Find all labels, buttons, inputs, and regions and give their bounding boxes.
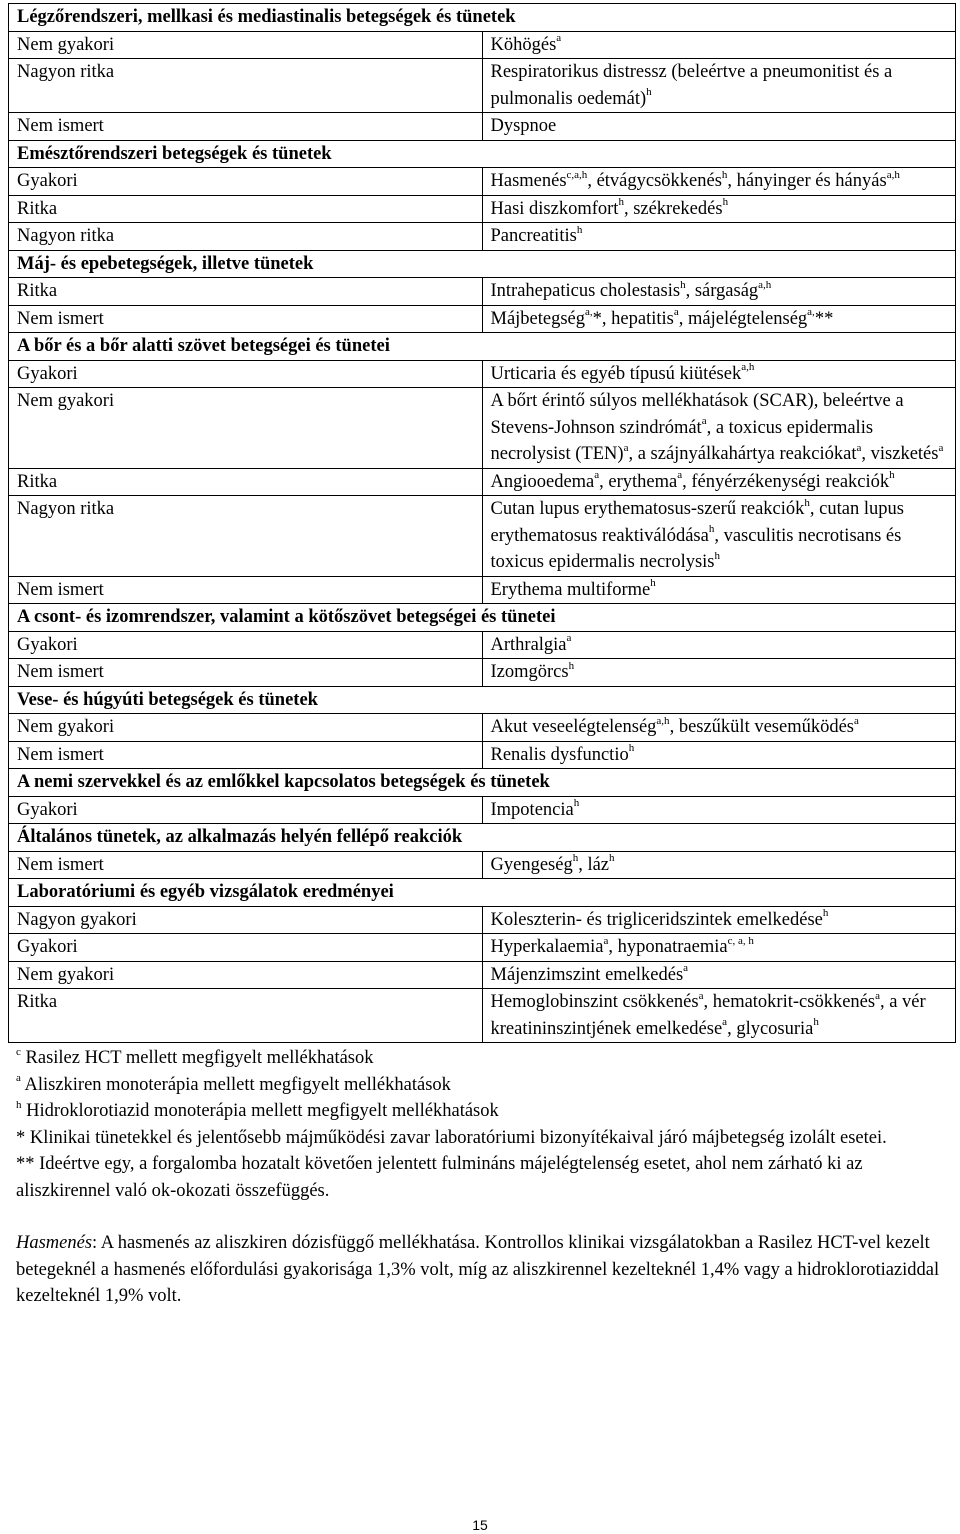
reaction-text: Májbetegség [490, 308, 586, 329]
document-page [8, 3, 956, 1310]
footnote-mark: h [722, 196, 729, 209]
footnote-mark: h [650, 577, 656, 590]
table-row [9, 113, 956, 141]
reaction-text: , erythema [599, 471, 678, 492]
table-row [9, 388, 956, 469]
footnote-mark: h [822, 907, 829, 920]
footnote-mark: a [673, 306, 679, 319]
soc-header-row [9, 250, 956, 278]
footnote-mark: a, [585, 306, 593, 319]
table-row [9, 714, 956, 742]
reaction-text: Akut veseelégtelenség [490, 717, 657, 737]
footnote-mark: a,h [758, 278, 772, 291]
table-row [9, 576, 956, 604]
soc-header-row [9, 879, 956, 907]
footnote-mark: h [721, 168, 728, 181]
soc-header: Emésztőrendszeri betegségek és tünetek [9, 140, 956, 168]
footnote-mark: c [16, 1045, 21, 1058]
footnote-mark: h [708, 523, 715, 536]
reaction-text: Pancreatitis [490, 226, 577, 246]
reaction-cell [482, 360, 956, 388]
reaction-cell [482, 989, 956, 1043]
footnote-text: Hidroklorotiazid monoterápia mellett megfigyelt mellékhatások [21, 1101, 499, 1121]
footnote-mark: a [677, 469, 683, 482]
reaction-text: Hasmenés [490, 171, 567, 191]
reaction-text: , hematokrit-csökkenés [703, 992, 876, 1012]
reaction-text: Angiooedema [490, 471, 595, 492]
frequency-cell: Nem ismert [9, 305, 483, 333]
footnote-mark: c,a,h [566, 168, 588, 181]
frequency-cell: Ritka [9, 278, 483, 306]
soc-header: Általános tünetek, az alkalmazás helyén fellépő reakciók [9, 824, 956, 852]
reaction-text: Impotencia [490, 799, 574, 820]
reaction-text: Köhögés [490, 34, 557, 55]
reaction-text: Izomgörcs [490, 662, 569, 682]
reaction-text: , glycosuria [727, 1018, 814, 1039]
soc-header: Vese- és húgyúti betegségek és tünetek [9, 686, 956, 714]
table-row [9, 631, 956, 659]
footnote-mark: a,h [741, 361, 755, 374]
reaction-text: Cutan lupus erythematosus-szerű reakciók [490, 499, 805, 519]
frequency-cell: Nem gyakori [9, 714, 483, 742]
soc-header-row [9, 824, 956, 852]
reaction-text: Erythema multiforme [490, 579, 651, 600]
reaction-cell [482, 31, 956, 59]
frequency-cell: Gyakori [9, 934, 483, 962]
reaction-text: , beszűkült veseműködés [669, 717, 855, 737]
soc-header: Légzőrendszeri, mellkasi és mediastinalis betegségek és tünetek [9, 4, 956, 32]
footnote-mark: h [714, 549, 721, 562]
footnote [16, 1125, 956, 1152]
table-row [9, 989, 956, 1043]
reaction-cell [482, 851, 956, 879]
reaction-cell [482, 388, 956, 469]
reaction-cell [482, 934, 956, 962]
paragraph-text: : A hasmenés az aliszkiren dózisfüggő mellékhatása. Kontrollos klinikai vizsgálatokban a Rasilez HCT-vel kezelt betegeknél a hasmenés előfordulási gyakorisága 1,3% volt, míg az aliszkirennel kezelteknél 1,4% vagy a hidroklorotiaziddal kezelteknél 1,9% volt. [16, 1233, 940, 1306]
footnote-mark: a, [807, 306, 815, 319]
frequency-cell: Nem ismert [9, 741, 483, 769]
reaction-text: Koleszterin- és trigliceridszintek emelkedése [490, 909, 823, 930]
reaction-cell [482, 906, 956, 934]
reaction-cell [482, 741, 956, 769]
footnote-mark: a [594, 469, 600, 482]
frequency-cell: Nem ismert [9, 851, 483, 879]
reaction-cell [482, 278, 956, 306]
reaction-text: ** [814, 308, 834, 329]
reaction-cell [482, 576, 956, 604]
frequency-cell: Nagyon ritka [9, 496, 483, 577]
footnote-text: Rasilez HCT mellett megfigyelt mellékhatások [20, 1048, 374, 1068]
reaction-cell [482, 796, 956, 824]
reaction-text: Hemoglobinszint csökkenés [490, 992, 699, 1012]
soc-header-row [9, 140, 956, 168]
reaction-text: , étvágycsökkenés [587, 171, 722, 191]
reaction-text: , a vér kreatininszintjének emelkedése [490, 992, 926, 1039]
table-row [9, 360, 956, 388]
table-row [9, 796, 956, 824]
footnote-mark: h [628, 742, 635, 755]
footnote [16, 1151, 956, 1204]
footnote-mark: a [556, 32, 562, 45]
footnote-mark: h [804, 496, 810, 509]
footnotes [8, 1045, 956, 1204]
table-row [9, 741, 956, 769]
table-row [9, 934, 956, 962]
reaction-text: Hyperkalaemia [490, 937, 604, 957]
reaction-cell [482, 168, 956, 196]
table-row [9, 659, 956, 687]
footnote-mark: a [566, 632, 572, 645]
footnote-mark: a,h [656, 714, 670, 727]
reaction-text: , májelégtelenség [678, 308, 808, 329]
table-row [9, 223, 956, 251]
table-row [9, 906, 956, 934]
footnote-mark: h [889, 469, 895, 482]
frequency-cell: Nagyon ritka [9, 59, 483, 113]
frequency-cell: Nem gyakori [9, 31, 483, 59]
frequency-cell: Gyakori [9, 631, 483, 659]
footnote-mark: a [875, 989, 880, 1002]
frequency-cell: Nem gyakori [9, 388, 483, 469]
table-row [9, 278, 956, 306]
frequency-cell: Gyakori [9, 168, 483, 196]
table-row [9, 305, 956, 333]
reaction-cell [482, 659, 956, 687]
reaction-text: *, hepatitis [592, 308, 674, 329]
table-row [9, 961, 956, 989]
table-row [9, 59, 956, 113]
table-row [9, 31, 956, 59]
footnote-mark: a [722, 1016, 728, 1029]
adverse-reactions-table [8, 3, 956, 1043]
frequency-cell: Nem ismert [9, 659, 483, 687]
frequency-cell: Nagyon gyakori [9, 906, 483, 934]
table-row [9, 468, 956, 496]
reaction-text: , fényérzékenységi reakciók [682, 471, 890, 492]
reaction-text: Májenzimszint emelkedés [490, 964, 684, 985]
page-number: 15 [472, 1517, 488, 1533]
soc-header-row [9, 604, 956, 632]
soc-header-row [9, 769, 956, 797]
footnote-text: ** Ideértve egy, a forgalomba hozatalt követően jelentett fulmináns májelégtelenség esetet, ahol nem zárható ki az aliszkirennel való ok-okozati összefüggés. [16, 1154, 863, 1201]
reaction-cell [482, 59, 956, 113]
adverse-reactions-table-body [9, 4, 956, 1043]
reaction-text: , cutan lupus erythematosus reaktiválódása [490, 499, 904, 546]
reaction-text: , hányinger és hányás [727, 171, 887, 191]
footnote-text: * Klinikai tünetekkel és jelentősebb májműködési zavar laboratóriumi bizonyítékaival járó májbetegség izolált esetei. [16, 1127, 887, 1148]
reaction-text: , a toxicus epidermalis necrolysist (TEN) [490, 417, 874, 464]
table-row [9, 496, 956, 577]
frequency-cell: Nem ismert [9, 113, 483, 141]
table-row [9, 195, 956, 223]
footnote-mark: h [680, 278, 686, 291]
frequency-cell: Gyakori [9, 796, 483, 824]
footnote-mark: h [609, 852, 615, 865]
footnote-mark: a [683, 962, 689, 975]
frequency-cell: Gyakori [9, 360, 483, 388]
soc-header: Laboratóriumi és egyéb vizsgálatok eredményei [9, 879, 956, 907]
footnote-mark: h [618, 196, 624, 209]
footnote-mark: a [856, 441, 862, 454]
reaction-text: , láz [578, 854, 610, 875]
footnote-mark: c, a, h [727, 934, 754, 947]
reaction-cell [482, 496, 956, 577]
footnote [16, 1045, 956, 1072]
reaction-text: , sárgaság [685, 281, 759, 301]
footnote-mark: a [623, 441, 629, 454]
reaction-cell [482, 631, 956, 659]
reaction-text: Urticaria és egyéb típusú kiütések [490, 363, 742, 384]
soc-header: A bőr és a bőr alatti szövet betegségei és tünetei [9, 333, 956, 361]
soc-header-row [9, 686, 956, 714]
reaction-text: , vasculitis necrotisans és toxicus epidermalis necrolysis [490, 525, 902, 572]
table-row [9, 851, 956, 879]
reaction-cell [482, 305, 956, 333]
footnote-mark: a [701, 415, 707, 428]
frequency-cell: Nagyon ritka [9, 223, 483, 251]
reaction-cell [482, 223, 956, 251]
reaction-cell [482, 113, 956, 141]
soc-header: A nemi szervekkel és az emlőkkel kapcsolatos betegségek és tünetek [9, 769, 956, 797]
footnote-mark: a [854, 714, 859, 727]
reaction-text: Respiratorikus distressz (beleértve a pneumonitist és a pulmonalis oedemát) [490, 62, 893, 109]
reaction-cell [482, 961, 956, 989]
diarrhea-paragraph [8, 1230, 946, 1310]
reaction-text: A bőrt érintő súlyos mellékhatások (SCAR), beleértve a Stevens-Johnson szindrómát [490, 391, 904, 438]
footnote-mark: h [573, 797, 580, 810]
reaction-text: Intrahepaticus cholestasis [490, 281, 681, 301]
footnote-mark: h [572, 852, 579, 865]
table-row [9, 168, 956, 196]
soc-header: A csont- és izomrendszer, valamint a kötőszövet betegségei és tünetei [9, 604, 956, 632]
reaction-text: Arthralgia [490, 634, 567, 655]
footnote-mark: a [603, 934, 609, 947]
reaction-text: , a szájnyálkahártya reakciókat [628, 444, 857, 464]
reaction-text: Hasi diszkomfort [490, 198, 619, 219]
frequency-cell: Ritka [9, 195, 483, 223]
reaction-cell [482, 195, 956, 223]
frequency-cell: Nem ismert [9, 576, 483, 604]
footnote-mark: h [646, 86, 652, 99]
footnote-mark: h [576, 223, 583, 236]
footnote-mark: a [698, 989, 704, 1002]
frequency-cell: Nem gyakori [9, 961, 483, 989]
footnote-text: Aliszkiren monoterápia mellett megfigyelt mellékhatások [20, 1074, 451, 1095]
frequency-cell: Ritka [9, 989, 483, 1043]
reaction-text: , székrekedés [623, 198, 723, 219]
footnote [16, 1072, 956, 1099]
reaction-text: Gyengeség [490, 854, 573, 875]
reaction-text: , viszketés [861, 444, 939, 464]
footnote-mark: a [938, 441, 944, 454]
footnote [16, 1098, 956, 1125]
reaction-text: , hyponatraemia [608, 937, 728, 957]
reaction-text: Renalis dysfunctio [490, 744, 629, 765]
footnote-mark: a,h [886, 168, 900, 181]
footnote-mark: h [16, 1098, 22, 1111]
footnote-mark: a [16, 1072, 21, 1085]
soc-header-row [9, 333, 956, 361]
soc-header-row [9, 4, 956, 32]
footnote-mark: h [813, 1016, 819, 1029]
soc-header: Máj- és epebetegségek, illetve tünetek [9, 250, 956, 278]
paragraph-label: Hasmenés [16, 1233, 93, 1253]
footnote-mark: h [568, 659, 575, 672]
reaction-cell [482, 714, 956, 742]
frequency-cell: Ritka [9, 468, 483, 496]
reaction-text: Dyspnoe [490, 116, 557, 136]
reaction-cell [482, 468, 956, 496]
